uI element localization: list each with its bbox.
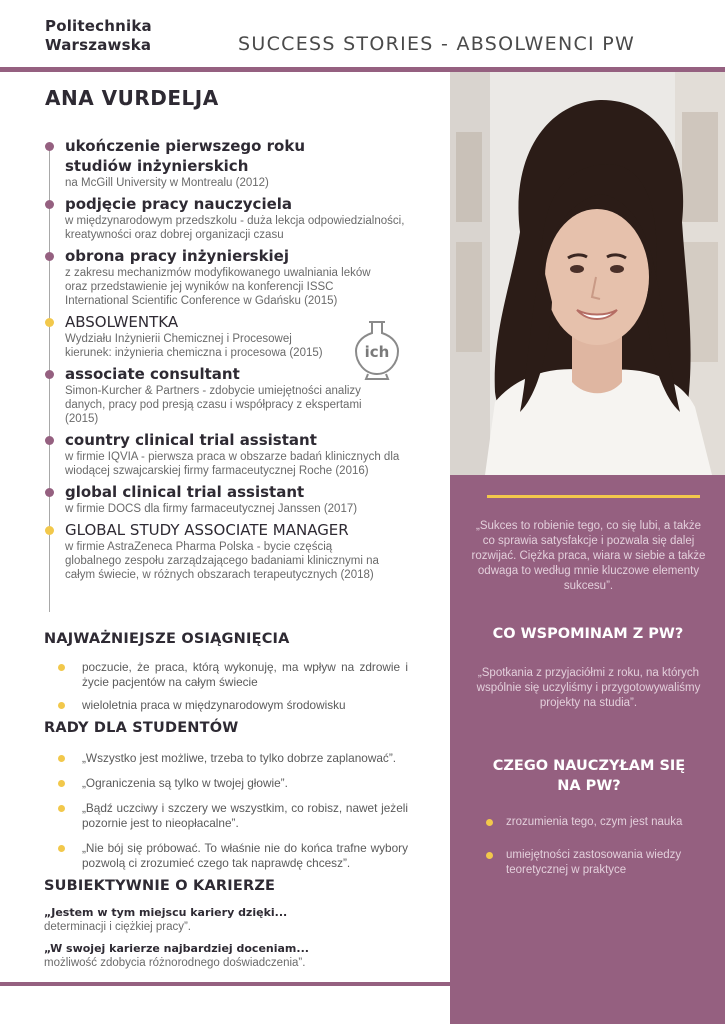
timeline-item [40, 136, 440, 190]
career-answer: determinacji i ciężkiej pracy”. [44, 921, 191, 933]
timeline-title: ABSOLWENTKA [65, 313, 179, 331]
timeline-dot [45, 142, 54, 151]
advice-text: „Bądź uczciwy i szczery we wszystkim, co robisz, nawet jeżeli pozornie jest to nieopłacalne”. [82, 801, 408, 830]
list-item [58, 841, 408, 871]
timeline-dot [45, 370, 54, 379]
footer-divider [0, 982, 450, 986]
timeline-dot [45, 436, 54, 445]
bullet-dot [486, 852, 493, 859]
timeline-desc: w firmie DOCS dla firmy farmaceutycznej Janssen (2017) [65, 503, 358, 515]
timeline-title: GLOBAL STUDY ASSOCIATE MANAGER [65, 521, 349, 539]
memories-title: CO WSPOMINAM Z PW? [492, 626, 684, 642]
learned-list [486, 815, 711, 890]
career-question: „Jestem w tym miejscu kariery dzięki... [44, 906, 288, 919]
timeline-title: global clinical trial assistant [65, 483, 305, 501]
list-item [58, 751, 408, 766]
timeline-item [40, 194, 440, 242]
list-item [58, 660, 408, 690]
advice-list [58, 751, 408, 879]
success-quote: „Sukces to robienie tego, co się lubi, a także co sprawia satysfakcje i pozwala się dalej rozwijać. Ciężka praca, wiara w siebie a także odwaga to według mnie kluczowe elementy sukcesu”. [471, 520, 706, 592]
achievements-title: NAJWAŻNIEJSZE OSIĄGNIĘCIA [44, 631, 290, 647]
portrait-photo [450, 72, 725, 475]
timeline-desc: Simon-Kurcher & Partners - zdobycie umiejętności analizy danych, pracy pod presją czasu i współpracy z ekspertami (2015) [65, 385, 362, 425]
timeline-item [40, 520, 440, 582]
timeline-item [40, 430, 440, 478]
timeline-title: country clinical trial assistant [65, 431, 317, 449]
timeline-desc: na McGill University w Montrealu (2012) [65, 177, 269, 189]
panel-accent-line [487, 495, 700, 498]
learned-text: umiejętności zastosowania wiedzy teoretycznej w praktyce [506, 849, 682, 876]
timeline-desc: w międzynarodowym przedszkolu - duża lekcja odpowiedzialności, kreatywności oraz dobrej organizacji czasu [65, 215, 405, 241]
bullet-dot [58, 805, 65, 812]
university-logo [45, 17, 165, 55]
advice-text: „Ograniczenia są tylko w twojej głowie”. [82, 776, 288, 790]
timeline-item [40, 482, 440, 516]
bullet-dot [58, 755, 65, 762]
timeline-desc: z zakresu mechanizmów modyfikowanego uwalniania leków oraz przedstawienie jej wyników na konferencji ISSC International Scientific Conference w Gdańsku (2015) [65, 267, 371, 307]
career-statement [44, 941, 434, 971]
timeline-desc: w firmie IQVIA - pierwsza praca w obszarze badań klinicznych dla wiodącej szwajcarskiej firmy farmaceutycznej Roche (2016) [65, 451, 400, 477]
list-item [58, 801, 408, 831]
advice-title: RADY DLA STUDENTÓW [44, 720, 239, 736]
learned-title: CZEGO NAUCZYŁAM SIĘ NA PW? [492, 758, 686, 794]
timeline-dot [45, 526, 54, 535]
bullet-dot [58, 702, 65, 709]
ich-text: ich [364, 343, 390, 361]
advice-text: „Nie bój się próbować. To właśnie nie do końca trafne wybory pozwolą ci zrozumieć czego tak naprawdę chcesz”. [82, 841, 408, 870]
timeline-title: ukończenie pierwszego roku studiów inżynierskich [65, 137, 306, 175]
timeline-desc: w firmie AstraZeneca Pharma Polska - bycie częścią globalnego zespołu zarządzającego badaniami klinicznymi na całym świecie, w różnych obszarach terapeutycznych (2018) [65, 541, 379, 581]
list-item [486, 815, 711, 830]
timeline-dot [45, 488, 54, 497]
achievement-text: wieloletnia praca w międzynarodowym środowisku [82, 698, 346, 712]
career-question: „W swojej karierze najbardziej doceniam... [44, 942, 309, 955]
career-statement [44, 905, 434, 935]
faculty-ich-logo [354, 319, 400, 381]
achievement-text: poczucie, że praca, którą wykonuję, ma wpływ na zdrowie i życie pacjentów na całym świecie [82, 660, 408, 689]
timeline-desc: Wydziału Inżynierii Chemicznej i Procesowej kierunek: inżynieria chemiczna i procesowa (2015) [65, 333, 323, 359]
achievements-list [58, 660, 408, 721]
person-name: ANA VURDELJA [45, 86, 219, 110]
career-answer: możliwość zdobycia różnorodnego doświadczenia”. [44, 957, 306, 969]
timeline-title: podjęcie pracy nauczyciela [65, 195, 293, 213]
timeline-dot [45, 200, 54, 209]
list-item [486, 848, 711, 878]
timeline-title: obrona pracy inżynierskiej [65, 247, 289, 265]
logo-line-1: Politechnika [45, 17, 152, 35]
advice-text: „Wszystko jest możliwe, trzeba to tylko dobrze zaplanować”. [82, 751, 397, 765]
list-item [58, 698, 408, 713]
bullet-dot [486, 819, 493, 826]
list-item [58, 776, 408, 791]
timeline-item [40, 246, 440, 308]
memories-text: „Spotkania z przyjaciółmi z roku, na których wspólnie się uczyliśmy i przygotowywaliśmy projekty na studia”. [476, 667, 701, 709]
bullet-dot [58, 780, 65, 787]
bullet-dot [58, 845, 65, 852]
timeline-dot [45, 318, 54, 327]
portrait-illustration [450, 72, 725, 475]
timeline-title: associate consultant [65, 365, 240, 383]
bullet-dot [58, 664, 65, 671]
learned-text: zrozumienia tego, czym jest nauka [506, 816, 683, 828]
timeline-dot [45, 252, 54, 261]
logo-line-2: Warszawska [45, 36, 152, 54]
career-title: SUBIEKTYWNIE O KARIERZE [44, 878, 276, 894]
page-title: SUCCESS STORIES - ABSOLWENCI PW [238, 33, 636, 55]
